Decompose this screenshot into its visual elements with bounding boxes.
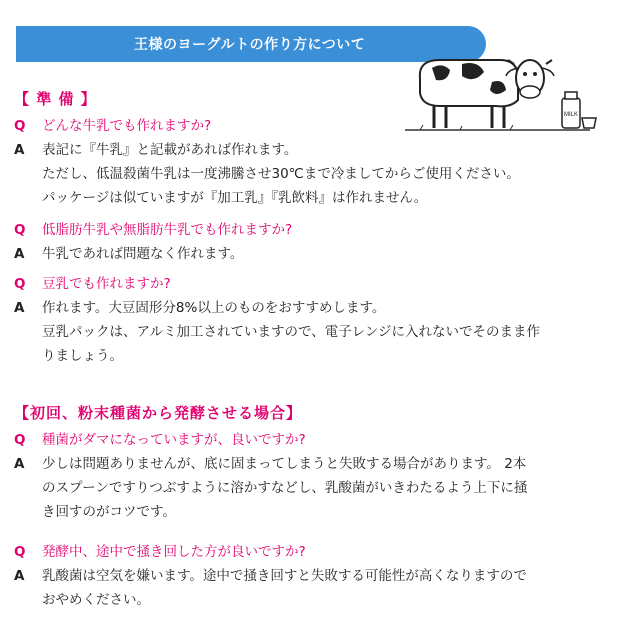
question-text: 低脂肪牛乳や無脂肪牛乳でも作れますか? (42, 222, 293, 238)
page-title: 王様のヨーグルトの作り方について (134, 37, 366, 53)
answer-line: おやめください。 (42, 592, 150, 608)
answer-text (42, 242, 243, 266)
qa-item (14, 428, 628, 524)
answer-text (42, 138, 520, 210)
answer-line: き回すのがコツです。 (42, 504, 176, 520)
question-text: 発酵中、途中で掻き回した方が良いですか? (42, 544, 306, 560)
answer-line: 乳酸菌は空気を嫌います。途中で掻き回すと失敗する可能性が高くなりますので (42, 568, 527, 584)
jar-label: MILK (563, 112, 579, 118)
answer-line: 豆乳パックは、アルミ加工されていますので、電子レンジに入れないでそのまま作 (42, 324, 541, 340)
section-heading-preparation: 【 準 備 】 (14, 90, 97, 108)
answer-line: パッケージは似ていますが『加工乳』『乳飲料』は作れません。 (42, 190, 428, 206)
answer-line: 少しは問題ありませんが、底に固まってしまうと失敗する場合があります。 2本 (42, 456, 527, 472)
answer-mark: A (14, 568, 25, 584)
question-text: 種菌がダマになっていますが、良いですか? (42, 432, 306, 448)
answer-line: 牛乳であれば問題なく作れます。 (42, 246, 244, 262)
qa-item (14, 540, 628, 612)
qa-item (14, 114, 628, 210)
question-mark: Q (14, 544, 26, 560)
answer-text (42, 564, 527, 612)
question-text: どんな牛乳でも作れますか? (42, 118, 212, 134)
answer-mark: A (14, 246, 25, 262)
question-text: 豆乳でも作れますか? (42, 276, 171, 292)
answer-line: ただし、低温殺菌牛乳は一度沸騰させ30℃まで冷ましてからご使用ください。 (42, 166, 520, 182)
qa-item (14, 272, 628, 368)
question-mark: Q (14, 222, 26, 238)
question-mark: Q (14, 276, 26, 292)
question-mark: Q (14, 118, 26, 134)
answer-text (42, 452, 527, 524)
answer-mark: A (14, 142, 25, 158)
answer-line: のスプーンですりつぶすように溶かすなどし、乳酸菌がいきわたるよう上下に掻 (42, 480, 528, 496)
qa-item (14, 218, 628, 266)
answer-line: 作れます。大豆固形分8%以上のものをおすすめします。 (42, 300, 386, 316)
section-heading-first-time: 【初回、粉末種菌から発酵させる場合】 (14, 404, 303, 422)
answer-mark: A (14, 456, 25, 472)
answer-line: 表記に『牛乳』と記載があれば作れます。 (42, 142, 298, 158)
answer-text (42, 296, 540, 368)
answer-line: りましょう。 (42, 348, 123, 364)
question-mark: Q (14, 432, 26, 448)
answer-mark: A (14, 300, 25, 316)
